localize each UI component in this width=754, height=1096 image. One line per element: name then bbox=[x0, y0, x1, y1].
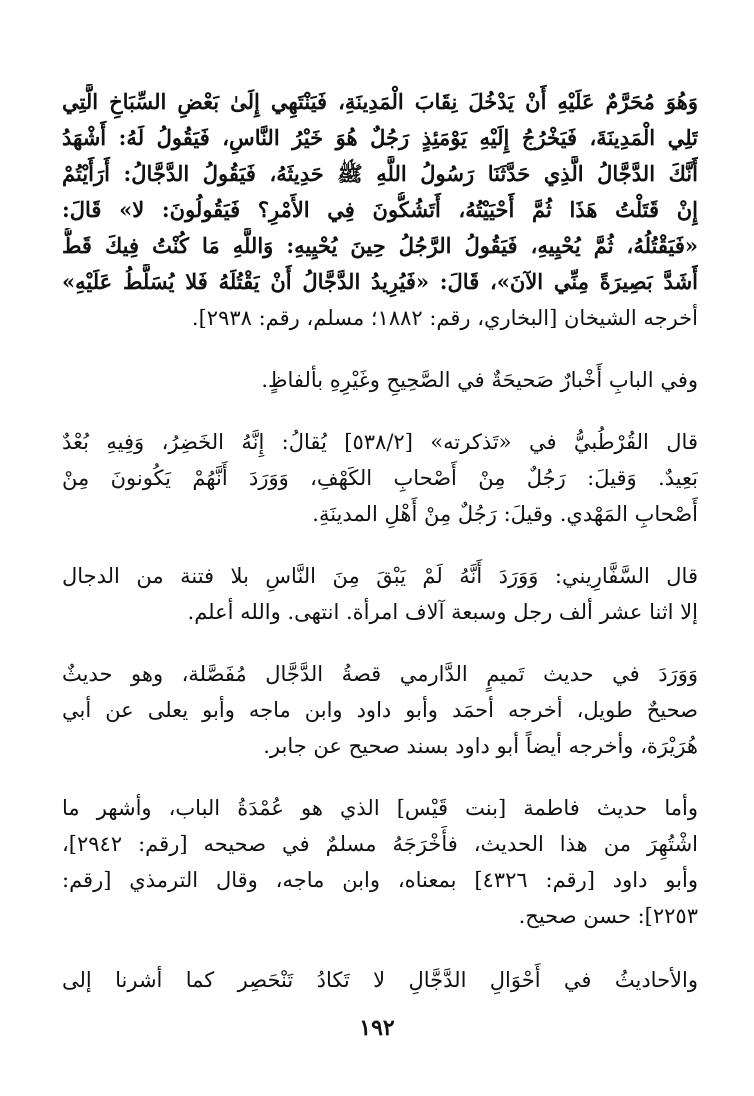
paragraph-5-line-1: وَوَرَدَ في حديث تَميمٍ الدَّارمي قصةُ الدَّجَّال مُفَصَّلة، وهو حديثٌ bbox=[62, 662, 698, 686]
paragraph-3-line-3: أَصْحابِ المَهْدي. وقيلَ: رَجُلٌ مِنْ أَهْلِ المدينَةِ. bbox=[312, 502, 698, 526]
paragraph-2-line-1: وفي البابِ أَخْبارٌ صَحيحَةٌ في الصَّحِيحِ وغَيْرِهِ بألفاظٍ. bbox=[261, 368, 698, 392]
hadith-line-3: أَنَّكَ الدَّجَّالُ الَّذِي حَدَّثَنَا رَسُولُ اللَّهِ ﷺ حَدِيثَهُ، فَيَقُولُ الدَّجَّالُ: أَرَأَيْتُمْ bbox=[62, 161, 698, 186]
paragraph-4-line-2: إلا اثنا عشر ألف رجل وسبعة آلاف امرأة. انتهى. والله أعلم. bbox=[187, 600, 698, 624]
hadith-line-1: وَهُوَ مُحَرَّمٌ عَلَيْهِ أَنْ يَدْخُلَ نِقَابَ الْمَدِينَةِ، فَيَنْتَهِي إِلَىٰ بَعْضِ السِّبَاخِ الَّتِي bbox=[62, 89, 698, 114]
paragraph-7-line-1: والأحاديثُ في أَحْوَالِ الدَّجَّالِ لا تَكادُ تَنْحَصِر كما أشرنا إلى bbox=[62, 968, 698, 992]
hadith-line-4: إِنْ قَتَلْتُ هَذَا ثُمَّ أَحْيَيْتُهُ، أَتَشُكُّونَ فِي الأَمْرِ؟ فَيَقُولُونَ: لا» قَالَ: bbox=[62, 197, 698, 222]
paragraph-5-line-2: صحيحٌ طويل، أخرجه أحمَد وأبو داود وابن ماجه وأبو يعلى عن أبي bbox=[62, 698, 698, 722]
paragraph-5-line-3: هُرَيْرَة، وأخرجه أيضاً أبو داود بسند صحيح عن جابر. bbox=[263, 734, 698, 758]
hadith-citation-line: أخرجه الشيخان [البخاري، رقم: ١٨٨٢؛ مسلم، رقم: ٢٩٣٨]. bbox=[191, 306, 698, 330]
paragraph-6-line-2: اشْتُهِرَ من هذا الحديث، فأَخْرَجَهُ مسلمٌ في صحيحه [رقم: ٢٩٤٢]، bbox=[62, 832, 698, 856]
hadith-line-5: «فَيَقْتُلُهُ، ثُمَّ يُحْيِيهِ، فَيَقُولُ الرَّجُلُ حِينَ يُحْيِيهِ: وَاللَّهِ مَا كُنْتُ فِيكَ قَطُّ bbox=[62, 233, 698, 258]
hadith-line-6: أَشَدَّ بَصِيرَةً مِنِّي الآنَ»، قَالَ: «فَيُرِيدُ الدَّجَّالُ أَنْ يَقْتُلَهُ فَلا يُسَلَّطُ عَلَيْهِ» bbox=[62, 269, 698, 294]
paragraph-3-line-2: بَعِيدٌ. وَقيلَ: رَجُلٌ مِنْ أَصْحابِ الكَهْفِ، وَوَرَدَ أَنَّهُمْ يَكُونونَ مِنْ bbox=[62, 466, 698, 490]
paragraph-6-line-1: وأما حديث فاطمة [بنت قَيْس] الذي هو عُمْدَةُ الباب، وأشهر ما bbox=[62, 796, 698, 820]
paragraph-3-line-1: قال القُرْطُبيُّ في «تَذكرته» [٥٣٨/٢] يُقالُ: إِنَّهُ الخَضِرُ، وَفِيهِ بُعْدٌ bbox=[62, 430, 698, 454]
page-number: ١٩٢ bbox=[359, 1015, 395, 1041]
hadith-line-2: تَلِي الْمَدِينَةَ، فَيَخْرُجُ إِلَيْهِ يَوْمَئِذٍ رَجُلٌ هُوَ خَيْرُ النَّاسِ، فَيَقُولُ لَهُ: أَشْهَدُ bbox=[62, 125, 698, 150]
paragraph-6-line-3: وأبو داود [رقم: ٤٣٢٦] بمعناه، وابن ماجه، وقال الترمذي [رقم: bbox=[62, 868, 698, 892]
paragraph-4-line-1: قال السَّفَّارِيني: وَوَرَدَ أَنَّهُ لَمْ يَبْقَ مِنَ النَّاسِ بلا فتنة من الدجال bbox=[62, 564, 698, 588]
paragraph-6-line-4: ٢٢٥٣]: حسن صحيح. bbox=[518, 904, 698, 928]
